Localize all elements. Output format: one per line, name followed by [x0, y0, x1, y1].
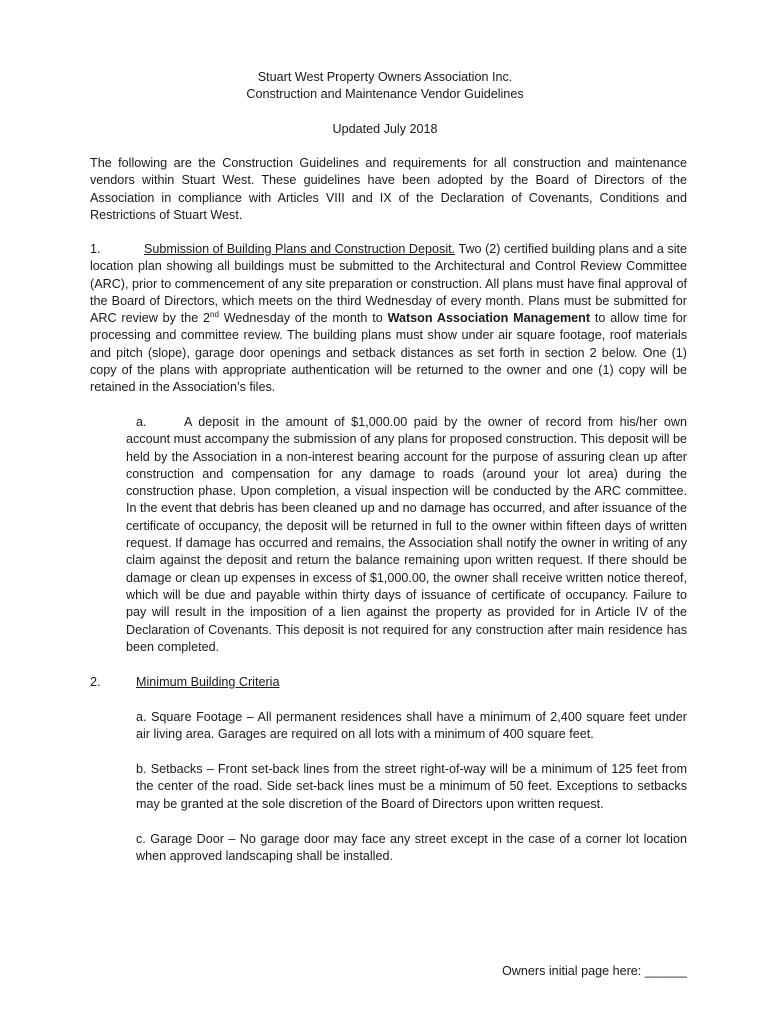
section-2-heading-row: [90, 674, 687, 691]
section-1-text-a: Two (2) certified building plans and a site location plan showing all buildings must be submitted to the Architectural and Control Review Committee (ARC), prior to commencement of any site preparation or construction. All plans must have final approval of the Board of Directors, which meets on the third Wednesday of every month. Plans must be submitted for ARC review by the 2: [90, 242, 688, 326]
garage-door-item: c. Garage Door – No garage door may face any street except in the case of a corner lot location when approved landscaping shall be installed.: [136, 832, 687, 864]
section-2-number: 2.: [90, 675, 101, 689]
section-1-text-b: Wednesday of the month to: [218, 311, 388, 326]
ordinal-suffix: nd: [210, 310, 219, 320]
section-1-item-a: [126, 414, 687, 656]
updated-date: Updated July 2018: [332, 122, 438, 136]
owner-initials-line[interactable]: Owners initial page here: ______: [502, 964, 687, 978]
section-1-heading: Submission of Building Plans and Construction Deposit.: [144, 242, 456, 256]
square-footage-item: a. Square Footage – All permanent residences shall have a minimum of 2,400 square feet under air living area. Garages are required on all lots with a minimum of 400 square feet.: [136, 710, 687, 742]
section-1: [90, 241, 687, 397]
section-1-number: 1.: [90, 242, 101, 256]
item-a-letter: a.: [136, 415, 147, 429]
intro-paragraph: The following are the Construction Guidelines and requirements for all construction and maintenance vendors within Stuart West. These guidelines have been adopted by the Board of Directors of the Association in compliance with Articles VIII and IX of the Declaration of Covenants, Conditions and Restrictions of Stuart West.: [90, 156, 687, 222]
setbacks-item: b. Setbacks – Front set-back lines from the street right-of-way will be a minimum of 125 feet from the center of the road. Side set-back lines must be a minimum of 50 feet. Exceptions to setbacks may be granted at the sole discretion of the Board of Directors upon written request.: [136, 762, 687, 811]
organization-name: Stuart West Property Owners Association Inc.: [257, 70, 513, 84]
deposit-text: A deposit in the amount of $1,000.00 paid by the owner of record from his/her own account must accompany the submission of any plans for proposed construction. This deposit will be held by the Association in a non-interest bearing account for the purpose of assuring clean up after construction and compensation for any damage to roads (around your lot area) during the construction phase. Upon completion, a visual inspection will be conducted by the ARC committee. In the event that debris has been cleaned up and no damage has occurred, and after issuance of the certificate of occupancy, the deposit will be returned in full to the owner within fifteen days of written request. If damage has occurred and remains, the Association shall notify the owner in writing of any claim against the deposit and return the balance remaining upon written request. If there should be damage or clean up expenses in excess of $1,000.00, the owner shall receive written notice thereof, which will be due and payable within thirty days of issuance of certificate of occupancy. Failure to pay will result in the imposition of a lien against the property as provided for in Article IV of the Declaration of Covenants. This deposit is not required for any construction after main residence has been completed.: [126, 415, 687, 654]
management-company-name: Watson Association Management: [387, 311, 591, 326]
section-1-text-c: to allow time for processing and committee review. The building plans must show under air square footage, roof materials and pitch (slope), garage door openings and setback distances as set forth in section 2 below. One (1) copy of the plans with appropriate authentication will be returned to the owner and one (1) copy will be retained in the Association’s files.: [90, 311, 687, 395]
document-title: Construction and Maintenance Vendor Guidelines: [246, 87, 524, 101]
section-2-heading: Minimum Building Criteria: [136, 675, 280, 689]
